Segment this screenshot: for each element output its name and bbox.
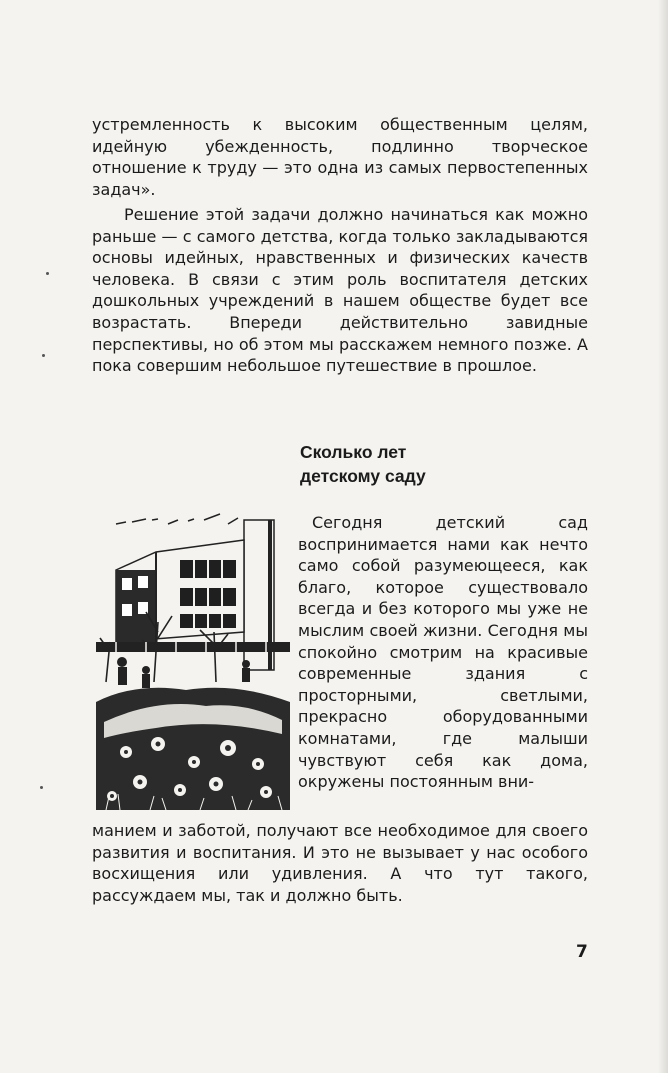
- section-text-continued: манием и заботой, получают все необходимое для своего развития и воспитания. И это не вызывает у нас особого восхищения или удивления. А что тут такого, рассуждаем мы, так и должно быть.: [92, 821, 588, 905]
- page-edge-shadow: [658, 0, 668, 1073]
- paragraph-2: Решение этой задачи должно начинаться как можно раньше — с самого детства, когда только закладываются основы идейных, нравственных и физических качеств человека. В связи с этим роль воспитателя детских дошкольных учреждений в нашем обществе будет все возрастать. Впереди действительно завидные перспективы, но об этом мы расскажем немного позже. А пока совершим небольшое путешествие в прошлое.: [92, 205, 588, 376]
- fence: [96, 642, 290, 652]
- section-heading-line-1: Сколько лет: [300, 442, 407, 462]
- paragraph-1: устремленность к высоким общественным целям, идейную убежденность, подлинно творческое отношение к труду — это одна из самых первостепенных задач».: [92, 115, 588, 199]
- section-heading-line-2: детскому саду: [300, 466, 426, 486]
- section-text-wrapped: Сегодня детский сад воспринимается нами как нечто само собой разумеющееся, как благо, которое существовало всегда и без которого мы уже не мыслим своей жизни. Сегодня мы спокойно смотрим на красивые современные здания с просторными, светлыми, прекрасно оборудованными комнатами, где малыши чувствуют себя как дома, окружены постоянным вни-: [298, 513, 588, 792]
- scan-speck: [40, 786, 43, 789]
- scan-speck: [42, 354, 45, 357]
- children-figures: [117, 657, 250, 688]
- scan-speck: [46, 272, 49, 275]
- kindergarten-illustration: [96, 512, 290, 810]
- page-number: 7: [576, 942, 588, 962]
- sky-strokes: [116, 514, 238, 524]
- section-heading: [300, 440, 560, 488]
